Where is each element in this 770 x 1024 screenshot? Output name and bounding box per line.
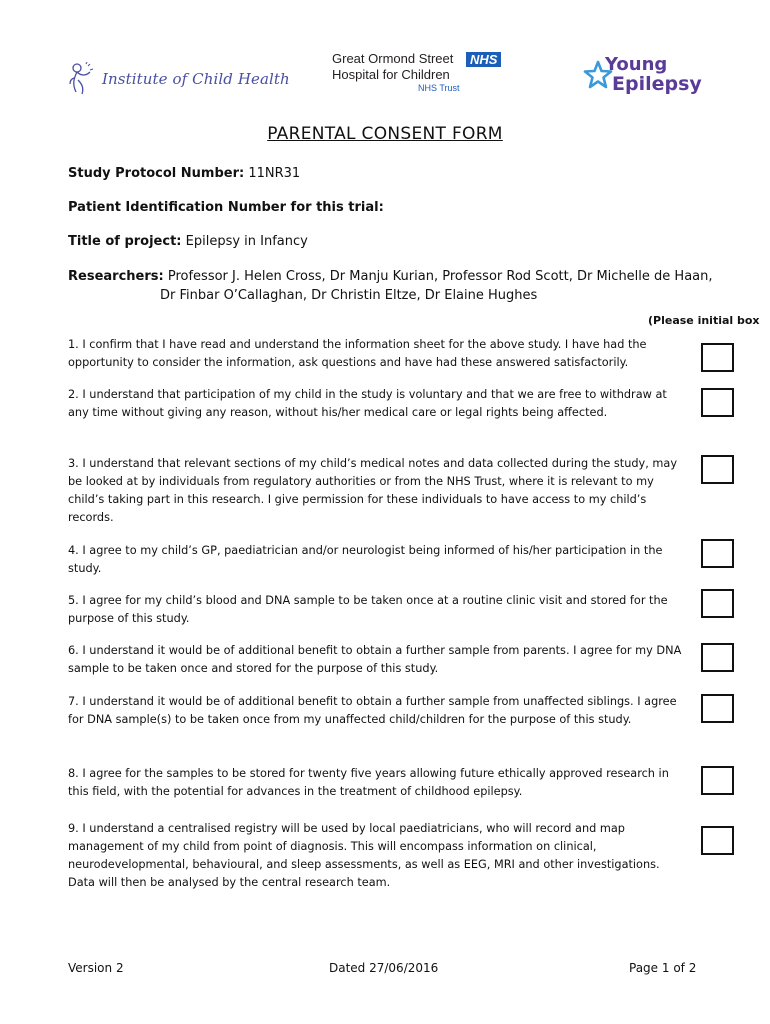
patient-id-field — [68, 200, 384, 215]
protocol-field — [68, 166, 300, 181]
young-epilepsy-line1: Young — [605, 54, 668, 75]
ich-logo-text: Institute of Child Health — [102, 70, 290, 88]
consent-statement-8: 8. I agree for the samples to be stored for twenty five years allowing future ethically approved research in this field, with the potential for advances in the treatment of childhood epilepsy. — [68, 767, 669, 798]
gosh-logo-line1: Great Ormond Street — [332, 51, 454, 66]
consent-statement-5: 5. I agree for my child’s blood and DNA sample to be taken once at a routine clinic visit and stored for the purpose of this study. — [68, 594, 668, 625]
protocol-label: Study Protocol Number: — [68, 166, 245, 181]
initial-box-7[interactable] — [701, 694, 734, 723]
initial-box-6[interactable] — [701, 643, 734, 672]
patient-id-label: Patient Identification Number for this trial: — [68, 200, 384, 215]
researchers-line2: Dr Finbar O’Callaghan, Dr Christin Eltze, Dr Elaine Hughes — [160, 288, 538, 303]
project-label: Title of project: — [68, 234, 182, 249]
protocol-value: 11NR31 — [248, 166, 301, 181]
project-field — [68, 234, 308, 249]
initial-note: (Please initial box — [648, 314, 760, 327]
consent-statement-9: 9. I understand a centralised registry will be used by local paediatricians, who will record and map management of my child from point of diagnosis. This will encompass information on clinical, neurodevelopmental, behavioural, and sleep assessments, as well as EEG, MRI and other investigations. Data will then be analysed by the central research team. — [68, 822, 660, 889]
gosh-logo-line2: Hospital for Children — [332, 67, 450, 82]
nhs-badge: NHS — [466, 52, 501, 67]
form-title: PARENTAL CONSENT FORM — [267, 124, 503, 144]
initial-box-9[interactable] — [701, 826, 734, 855]
initial-box-4[interactable] — [701, 539, 734, 568]
footer-version: Version 2 — [68, 961, 124, 975]
consent-statement-1: 1. I confirm that I have read and understand the information sheet for the above study. I have had the opportunity to consider the information, ask questions and have had these answered satisfactorily. — [68, 338, 647, 369]
consent-statement-4: 4. I agree to my child’s GP, paediatrician and/or neurologist being informed of his/her participation in the study. — [68, 544, 663, 575]
nhs-trust-label: NHS Trust — [418, 83, 460, 93]
gosh-logo — [332, 51, 507, 97]
initial-box-2[interactable] — [701, 388, 734, 417]
initial-box-8[interactable] — [701, 766, 734, 795]
consent-statement-6: 6. I understand it would be of additional benefit to obtain a further sample from parents. I agree for my DNA sample to be taken once and stored for the purpose of this study. — [68, 644, 682, 675]
project-value: Epilepsy in Infancy — [185, 234, 308, 249]
initial-box-1[interactable] — [701, 343, 734, 372]
researchers-field — [68, 267, 713, 305]
footer-page-number: Page 1 of 2 — [629, 961, 697, 975]
child-figure-icon — [68, 62, 96, 96]
researchers-label: Researchers: — [68, 269, 164, 284]
consent-statement-7: 7. I understand it would be of additional benefit to obtain a further sample from unaffected siblings. I agree for DNA sample(s) to be taken once from my unaffected child/children for the purpose of this study. — [68, 695, 677, 726]
researchers-line1: Professor J. Helen Cross, Dr Manju Kurian, Professor Rod Scott, Dr Michelle de Haan, — [167, 269, 713, 284]
young-epilepsy-line2: Epilepsy — [612, 73, 702, 95]
initial-box-5[interactable] — [701, 589, 734, 618]
consent-statement-3: 3. I understand that relevant sections of my child’s medical notes and data collected during the study, may be looked at by individuals from regulatory authorities or from the NHS Trust, where it is relevant to my child’s taking part in this research. I give permission for these individuals to have access to my child’s records. — [68, 457, 678, 524]
ich-logo — [68, 62, 290, 96]
initial-box-3[interactable] — [701, 455, 734, 484]
footer-date: Dated 27/06/2016 — [329, 961, 439, 975]
young-epilepsy-logo — [583, 52, 703, 100]
consent-statement-2: 2. I understand that participation of my child in the study is voluntary and that we are free to withdraw at any time without giving any reason, without his/her medical care or legal rights being affected. — [68, 388, 667, 419]
